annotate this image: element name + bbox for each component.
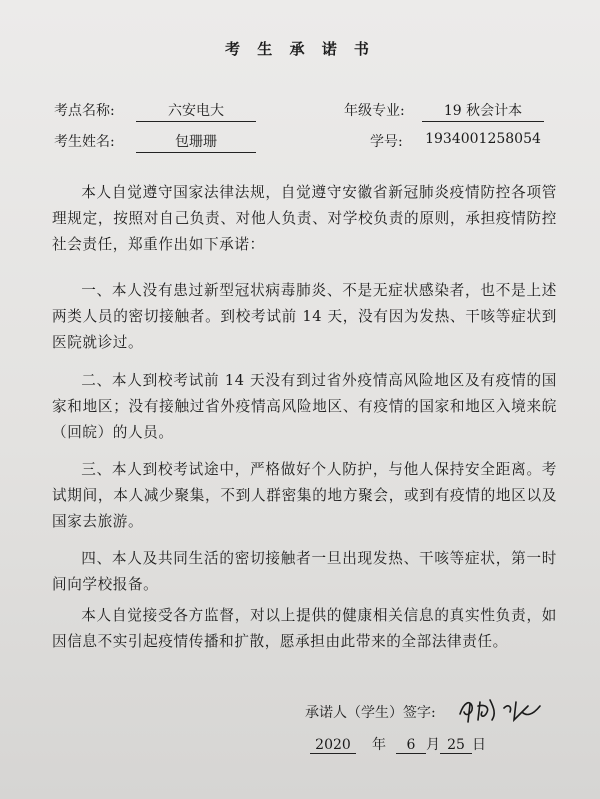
student-id-value: 1934001258054 xyxy=(425,131,541,147)
handwritten-signature xyxy=(456,694,546,726)
exam-site-label: 考点名称: xyxy=(54,103,115,119)
exam-site-value: 六安电大 xyxy=(136,100,256,122)
paragraph-commitment-4: 四、本人及共同生活的密切接触者一旦出现发热、干咳等症状，第一时间向学校报备。 xyxy=(52,550,557,593)
paragraph-closing: 本人自觉接受各方监督，对以上提供的健康相关信息的真实性负责，如因信息不实引起疫情传播和扩散，愿承担由此带来的全部法律责任。 xyxy=(52,607,557,650)
date-day: 25 xyxy=(440,737,472,754)
date-year-unit: 年 xyxy=(372,737,386,753)
paragraph-commitment-3: 三、本人到校考试途中，严格做好个人防护，与他人保持安全距离。考试期间，本人减少聚集，不到人群密集的地方聚会，或到有疫情的地区以及国家去旅游。 xyxy=(52,461,557,530)
grade-major-value: 19 秋会计本 xyxy=(422,100,544,122)
signature-label: 承诺人（学生）签字: xyxy=(305,705,436,721)
paragraph-commitment-1: 一、本人没有患过新型冠状病毒肺炎、不是无症状感染者，也不是上述两类人员的密切接触者。到校考试前 14 天，没有因为发热、干咳等症状到医院就诊过。 xyxy=(52,282,557,351)
student-name-label: 考生姓名: xyxy=(54,134,115,150)
date-month-unit: 月 xyxy=(426,737,440,753)
document-title: 考 生 承 诺 书 xyxy=(225,40,375,58)
paragraph-intro: 本人自觉遵守国家法律法规，自觉遵守安徽省新冠肺炎疫情防控各项管理规定，按照对自己负责、对他人负责、对学校负责的原则，承担疫情防控社会责任，郑重作出如下承诺： xyxy=(52,184,557,253)
date-year: 2020 xyxy=(310,737,356,754)
paragraph-commitment-2: 二、本人到校考试前 14 天没有到过省外疫情高风险地区及有疫情的国家和地区；没有接触过省外疫情高风险地区、有疫情的国家和地区入境来皖（回皖）的人员。 xyxy=(52,372,557,441)
date-day-unit: 日 xyxy=(472,737,486,753)
date-month: 6 xyxy=(396,737,426,754)
student-id-label: 学号: xyxy=(370,134,403,150)
grade-major-label: 年级专业: xyxy=(344,103,405,119)
signature-date xyxy=(310,734,486,754)
student-name-value: 包珊珊 xyxy=(136,131,256,153)
